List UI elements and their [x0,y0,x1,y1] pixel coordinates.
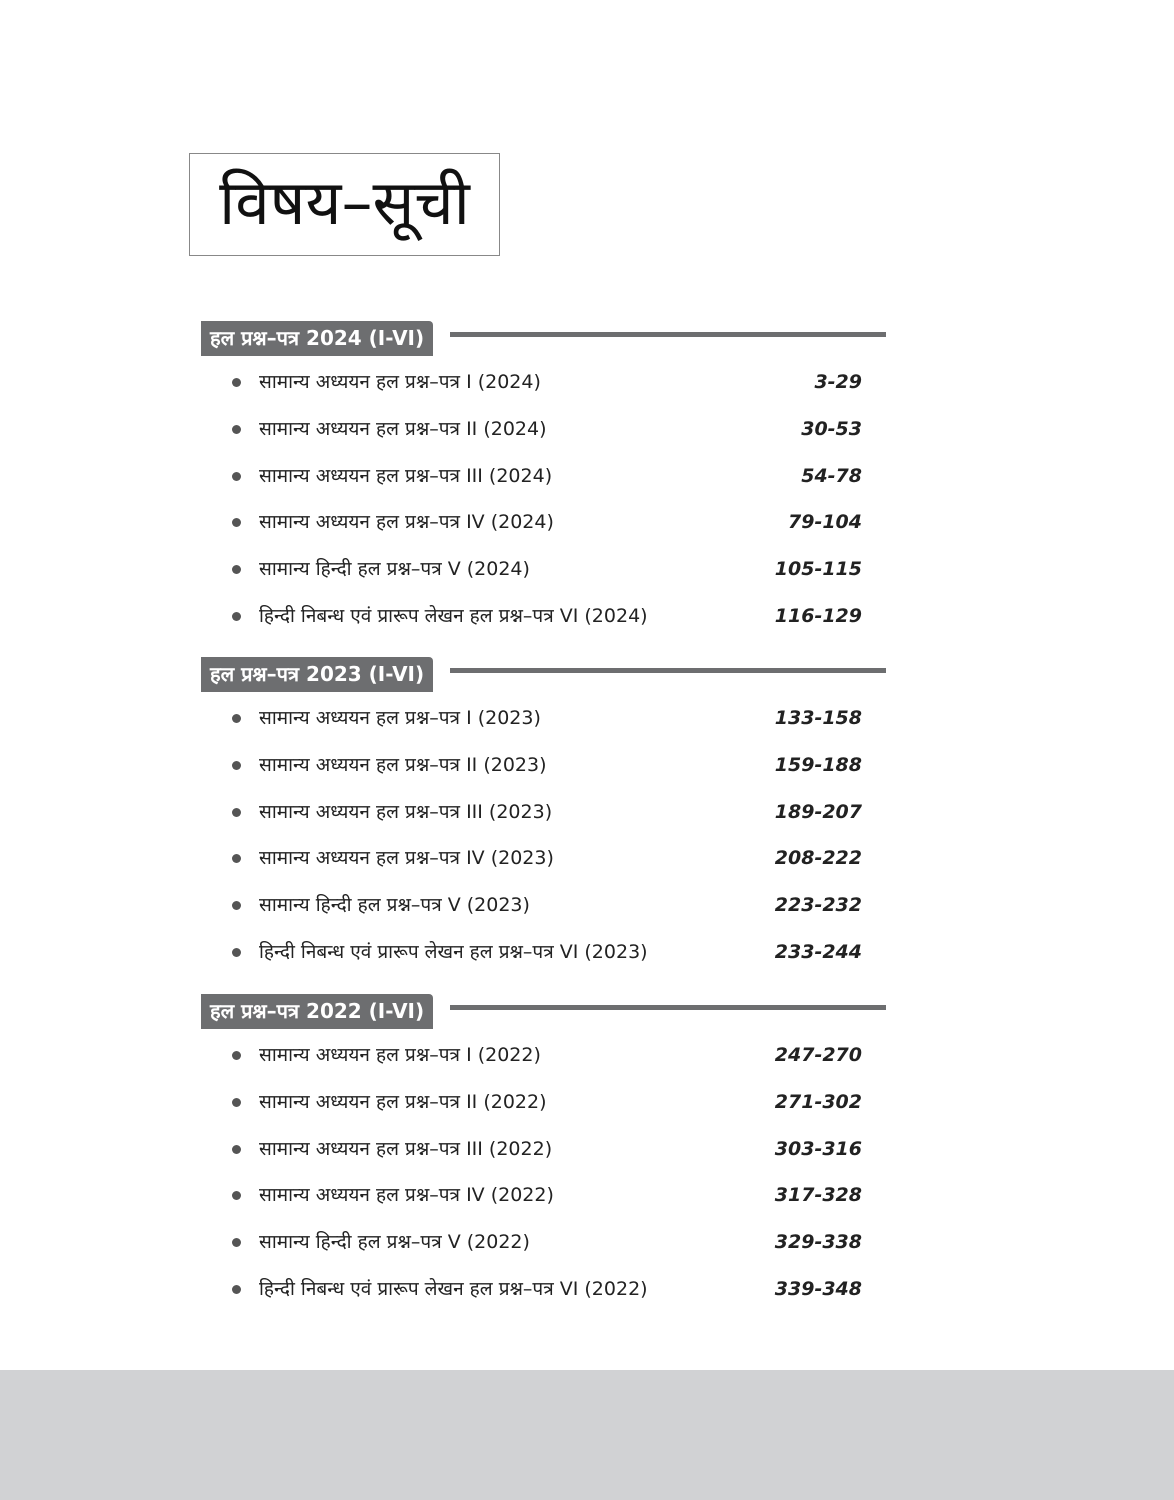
entry-pages: 189-207 [774,801,862,823]
section-heading: हल प्रश्न–पत्र 2023 (I-VI) [201,657,433,692]
toc-entry[interactable] [0,1040,1174,1070]
entry-title: सामान्य अध्ययन हल प्रश्न–पत्र III (2022) [259,1138,553,1160]
bullet-icon [232,948,241,957]
entry-title: हिन्दी निबन्ध एवं प्रारूप लेखन हल प्रश्न–पत्र VI (2024) [259,605,648,627]
toc-entry[interactable] [0,797,1174,827]
section-heading: हल प्रश्न–पत्र 2024 (I-VI) [201,321,433,356]
entry-title: सामान्य अध्ययन हल प्रश्न–पत्र I (2022) [259,1044,541,1066]
bullet-icon [232,472,241,481]
section-rule [450,1005,886,1010]
toc-entry[interactable] [0,890,1174,920]
toc-entry[interactable] [0,414,1174,444]
entry-pages: 223-232 [774,894,862,916]
page-title-box [189,153,500,256]
entry-title: सामान्य अध्ययन हल प्रश्न–पत्र IV (2024) [259,511,554,533]
entry-pages: 116-129 [774,605,862,627]
entry-title: सामान्य हिन्दी हल प्रश्न–पत्र V (2023) [259,894,530,916]
section-rule [450,332,886,337]
toc-section-2023 [0,657,1174,977]
bullet-icon [232,1238,241,1247]
bullet-icon [232,761,241,770]
entry-title: सामान्य अध्ययन हल प्रश्न–पत्र II (2024) [259,418,547,440]
entry-pages: 329-338 [774,1231,862,1253]
toc-entry[interactable] [0,703,1174,733]
entry-pages: 208-222 [774,847,862,869]
entry-title: सामान्य अध्ययन हल प्रश्न–पत्र IV (2022) [259,1184,554,1206]
entry-title: सामान्य अध्ययन हल प्रश्न–पत्र I (2023) [259,707,541,729]
section-rule [450,668,886,673]
toc-entry[interactable] [0,750,1174,780]
entry-pages: 3-29 [814,371,862,393]
entry-pages: 233-244 [774,941,862,963]
footer-band [0,1370,1174,1500]
entry-pages: 339-348 [774,1278,862,1300]
toc-section-2022 [0,994,1174,1314]
bullet-icon [232,901,241,910]
entry-title: सामान्य हिन्दी हल प्रश्न–पत्र V (2022) [259,1231,530,1253]
bullet-icon [232,1098,241,1107]
entry-title: हिन्दी निबन्ध एवं प्रारूप लेखन हल प्रश्न–पत्र VI (2022) [259,1278,648,1300]
entry-pages: 54-78 [801,465,862,487]
toc-entry[interactable] [0,1087,1174,1117]
entry-title: सामान्य अध्ययन हल प्रश्न–पत्र II (2022) [259,1091,547,1113]
entry-pages: 105-115 [774,558,862,580]
entry-title: सामान्य हिन्दी हल प्रश्न–पत्र V (2024) [259,558,530,580]
entry-title: सामान्य अध्ययन हल प्रश्न–पत्र III (2024) [259,465,553,487]
entry-pages: 159-188 [774,754,862,776]
toc-entry[interactable] [0,507,1174,537]
toc-entry[interactable] [0,1227,1174,1257]
toc-entry[interactable] [0,1180,1174,1210]
entry-pages: 133-158 [774,707,862,729]
toc-entry[interactable] [0,1274,1174,1304]
bullet-icon [232,518,241,527]
entry-pages: 79-104 [788,511,862,533]
toc-entry[interactable] [0,601,1174,631]
bullet-icon [232,565,241,574]
entry-title: हिन्दी निबन्ध एवं प्रारूप लेखन हल प्रश्न–पत्र VI (2023) [259,941,648,963]
page-title: विषय–सूची [219,165,470,239]
toc-entry[interactable] [0,843,1174,873]
bullet-icon [232,612,241,621]
section-heading: हल प्रश्न–पत्र 2022 (I-VI) [201,994,433,1029]
toc-entry[interactable] [0,937,1174,967]
entry-pages: 271-302 [774,1091,862,1113]
entry-pages: 247-270 [774,1044,862,1066]
bullet-icon [232,378,241,387]
entry-pages: 303-316 [774,1138,862,1160]
toc-entry[interactable] [0,554,1174,584]
bullet-icon [232,1145,241,1154]
entry-pages: 30-53 [801,418,862,440]
toc-entry[interactable] [0,461,1174,491]
toc-entry[interactable] [0,367,1174,397]
entry-title: सामान्य अध्ययन हल प्रश्न–पत्र IV (2023) [259,847,554,869]
bullet-icon [232,714,241,723]
bullet-icon [232,1051,241,1060]
bullet-icon [232,808,241,817]
bullet-icon [232,425,241,434]
entry-title: सामान्य अध्ययन हल प्रश्न–पत्र III (2023) [259,801,553,823]
bullet-icon [232,854,241,863]
entry-title: सामान्य अध्ययन हल प्रश्न–पत्र I (2024) [259,371,541,393]
toc-entry[interactable] [0,1134,1174,1164]
entry-pages: 317-328 [774,1184,862,1206]
bullet-icon [232,1285,241,1294]
toc-section-2024 [0,321,1174,641]
bullet-icon [232,1191,241,1200]
entry-title: सामान्य अध्ययन हल प्रश्न–पत्र II (2023) [259,754,547,776]
